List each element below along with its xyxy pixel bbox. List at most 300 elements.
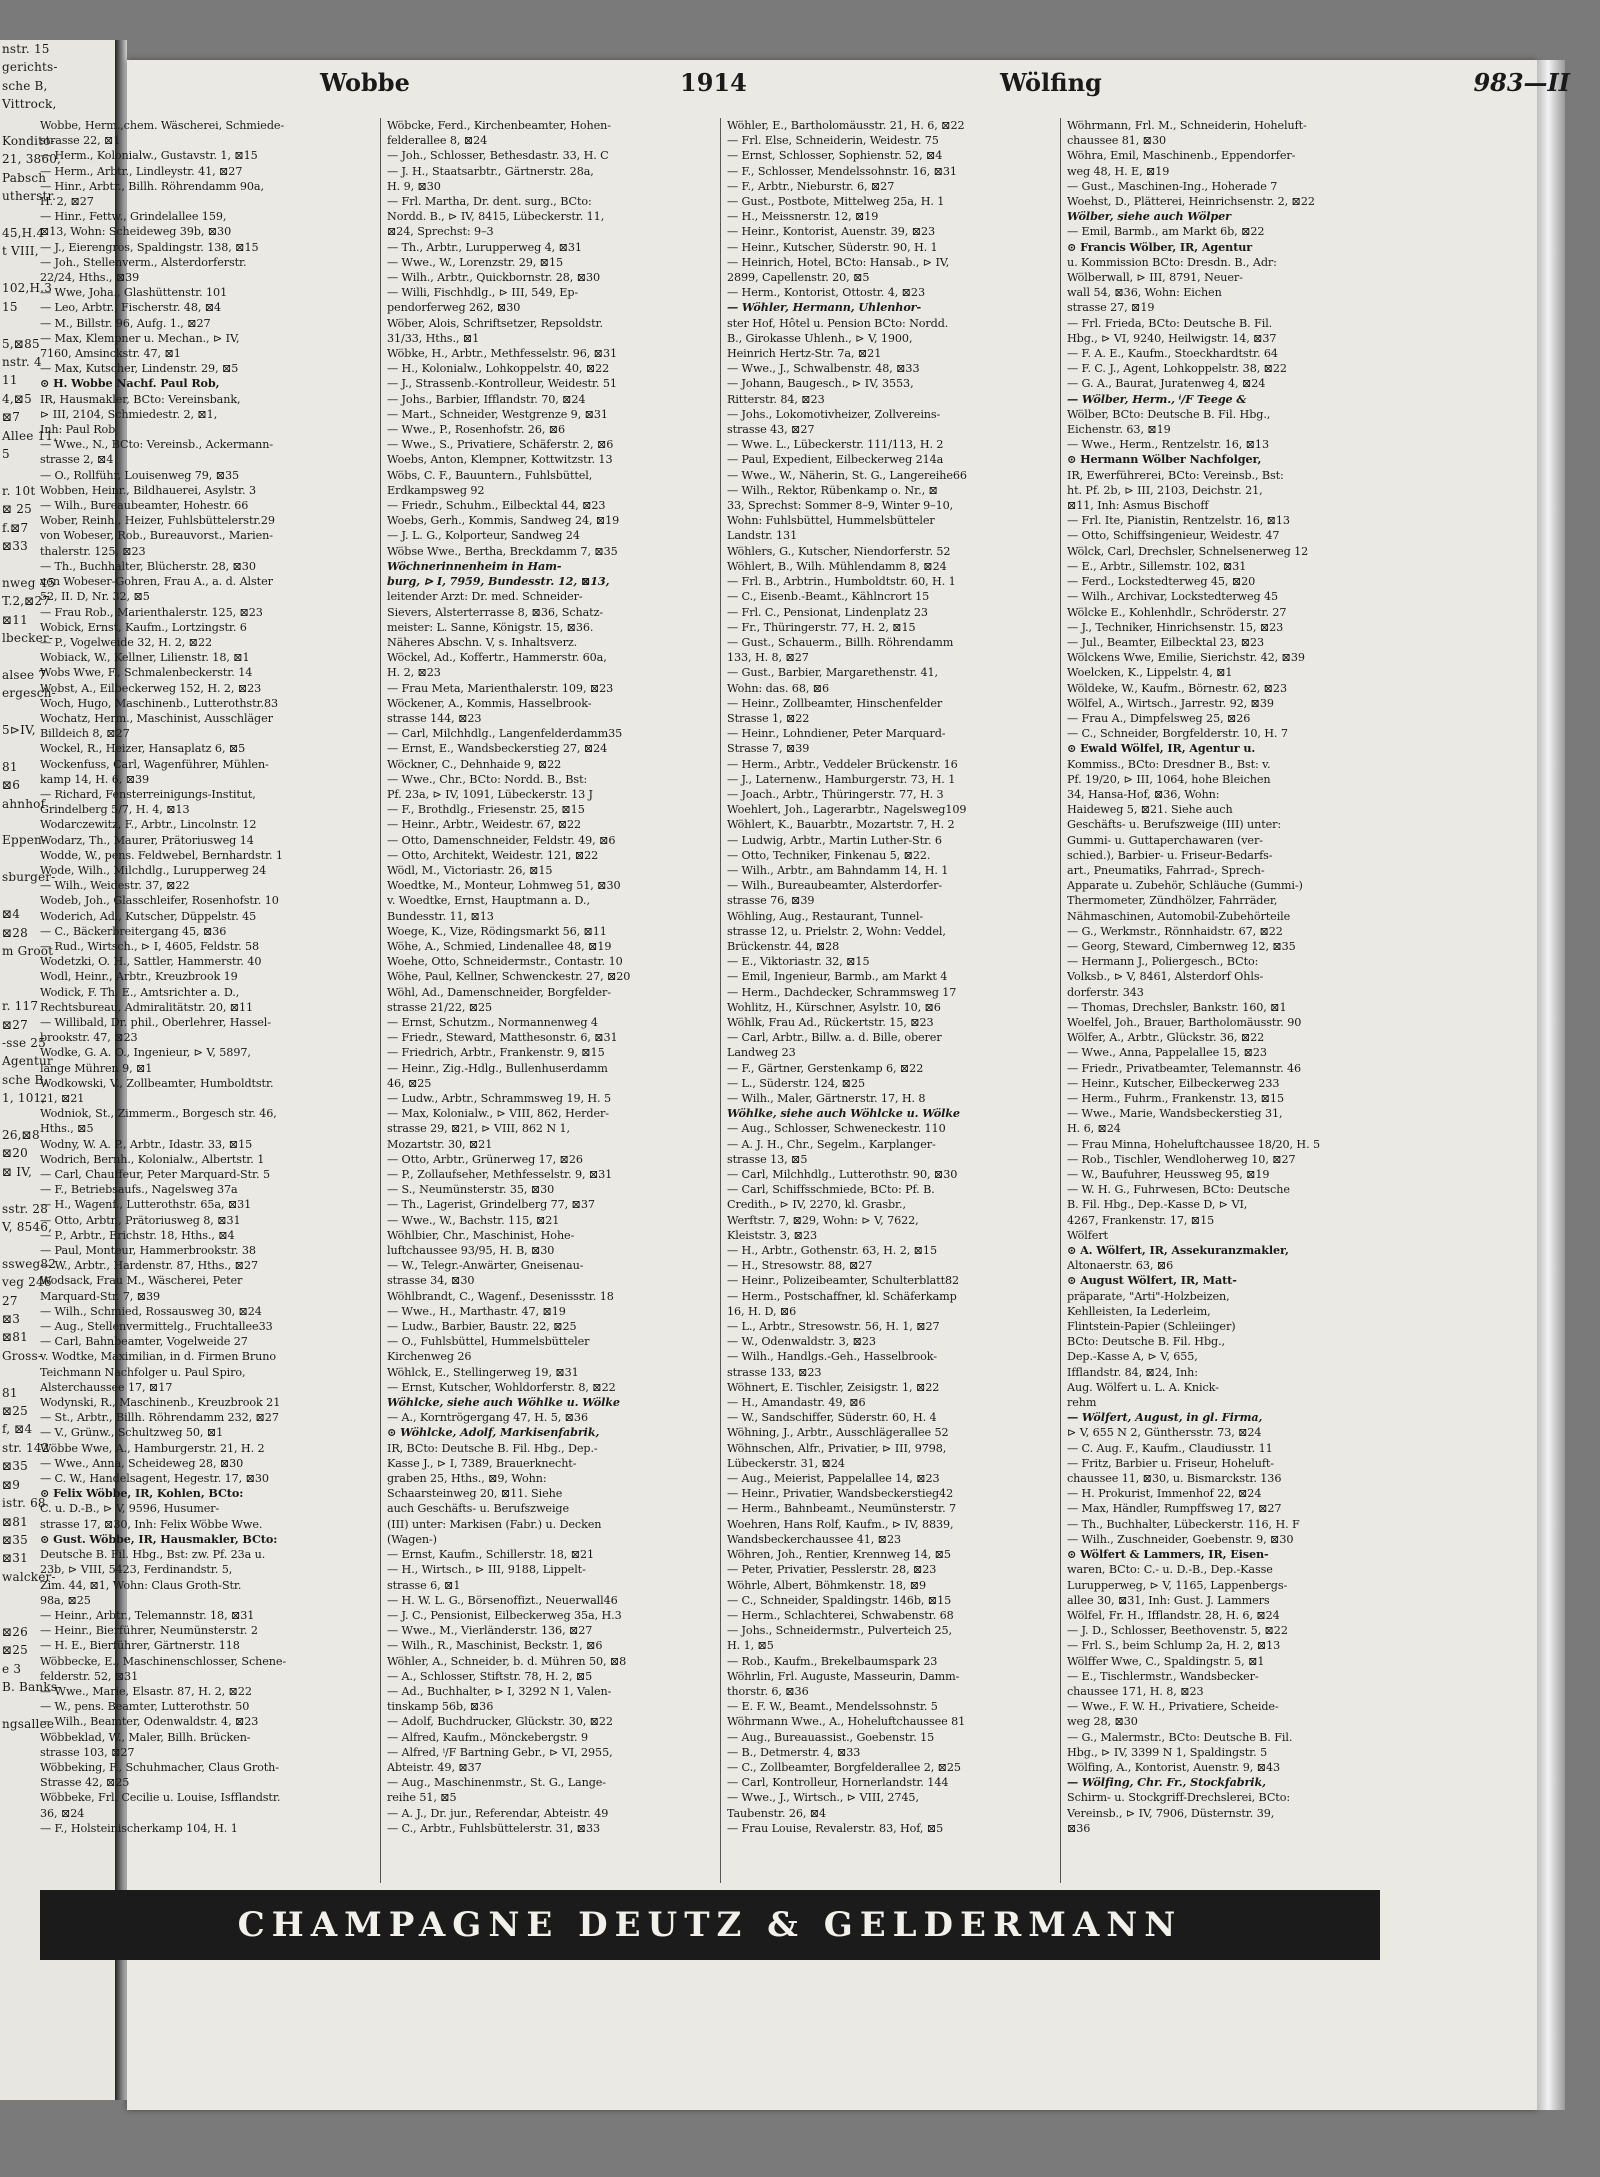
directory-entry: thalerstr. 125, ⊠23: [40, 544, 146, 558]
directory-entry: — Herm., Fuhrm., Frankenstr. 13, ⊠15: [1067, 1092, 1284, 1105]
directory-entry: — Wwe., J., Wirtsch., ⊳ VIII, 2745,: [727, 1791, 919, 1805]
directory-entry: — Frl. Ite, Pianistin, Rentzelstr. 16, ⊠13: [1067, 514, 1290, 528]
directory-entry: Wölber, siehe auch Wölper: [1067, 209, 1231, 224]
directory-entry: — Wöhler, Hermann, Uhlenhor-: [727, 300, 922, 315]
directory-entry: — Otto, Schiffsingenieur, Weidestr. 47: [1067, 529, 1280, 543]
directory-entry: — W., pens. Beamter, Lutterothstr. 50: [40, 1700, 250, 1714]
directory-entry: Wölffer Wwe, C., Spaldingstr. 5, ⊠1: [1067, 1654, 1265, 1668]
directory-entry: 133, H. 8, ⊠27: [727, 651, 809, 665]
directory-entry: — F., Holsteinischerkamp 104, H. 1: [40, 1821, 238, 1835]
directory-entry: Wödl, M., Victoriastr. 26, ⊠15: [387, 863, 553, 877]
directory-entry: leitender Arzt: Dr. med. Schneider-: [387, 590, 583, 604]
directory-entry: Wöhrmann Wwe., A., Hoheluftchaussee 81: [727, 1715, 966, 1729]
directory-entry: — Johs., Barbier, Ifflandstr. 70, ⊠24: [387, 392, 586, 406]
directory-entry: 22/24, Hths., ⊠39: [40, 271, 140, 285]
directory-entry: Wöhnert, E. Tischler, Zeisigstr. 1, ⊠22: [727, 1380, 940, 1394]
directory-entry: Vereinsb., ⊳ IV, 7906, Düsternstr. 39,: [1067, 1806, 1275, 1820]
directory-entry: Wöbbecke, E., Maschinenschlosser, Schene-: [40, 1654, 287, 1668]
directory-entry: Wohn: Fuhlsbüttel, Hummelsbütteler: [727, 514, 935, 528]
directory-entry: Wobick, Ernst, Kaufm., Lortzingstr. 6: [40, 620, 247, 634]
directory-entry: — Carl, Milchhdlg., Lutterothstr. 90, ⊠30: [727, 1168, 958, 1182]
directory-entry: — O., Fuhlsbüttel, Hummelsbütteler: [387, 1335, 590, 1349]
directory-entry: Wöckener, A., Kommis, Hasselbrook-: [387, 696, 592, 710]
directory-entry: ⊙ Francis Wölber, IR, Agentur: [1067, 239, 1253, 254]
directory-entry: — Wilh., Maler, Gärtnerstr. 17, H. 8: [727, 1092, 926, 1105]
directory-entry: Wöhnschen, Alfr., Privatier, ⊳ III, 9798,: [727, 1441, 947, 1455]
directory-entry: Wodke, G. A. O., Ingenieur, ⊳ V, 5897,: [40, 1046, 251, 1060]
directory-entry: — Herm., Postschaffner, kl. Schäferkamp: [727, 1289, 957, 1303]
directory-entry: — S., Neumünsterstr. 35, ⊠30: [387, 1183, 555, 1197]
directory-entry: — Ludw., Barbier, Baustr. 22, ⊠25: [387, 1320, 577, 1334]
directory-entry: — Herm., Arbtr., Lindleystr. 41, ⊠27: [40, 164, 243, 178]
directory-entry: — H., Arbtr., Gothenstr. 63, H. 2, ⊠15: [727, 1244, 937, 1258]
directory-entry: Haideweg 5, ⊠21. Siehe auch: [1067, 803, 1233, 817]
directory-entry: — Wilh., Bureaubeamter, Hohestr. 66: [40, 499, 249, 513]
directory-entry: Wölfert: [1067, 1228, 1108, 1242]
directory-entry: Wodniok, St., Zimmerm., Borgesch str. 46,: [40, 1107, 277, 1121]
directory-entry: — Max, Kutscher, Lindenstr. 29, ⊠5: [40, 362, 239, 376]
directory-entry: — J., Laternenw., Hamburgerstr. 73, H. 1: [727, 772, 956, 786]
directory-entry: — Wwe., Chr., BCto: Nordd. B., Bst:: [387, 772, 588, 786]
directory-entry: Inh: Paul Rob: [40, 423, 116, 437]
directory-entry: — Emil, Barmb., am Markt 6b, ⊠22: [1067, 225, 1265, 239]
directory-entry: Eichenstr. 63, ⊠19: [1067, 423, 1171, 437]
directory-entry: — Wölber, Herm., ⁱ/F Teege &: [1067, 391, 1247, 406]
directory-entry: Woedtke, M., Monteur, Lohmweg 51, ⊠30: [387, 879, 621, 893]
directory-entry: Wöhning, J., Arbtr., Ausschlägerallee 52: [727, 1426, 949, 1440]
directory-entry: Wöhler, E., Bartholomäusstr. 21, H. 6, ⊠22: [727, 119, 965, 132]
directory-entry: — Rud., Wirtsch., ⊳ I, 4605, Feldstr. 58: [40, 939, 260, 953]
directory-entry: ⊠13, Wohn: Scheideweg 39b, ⊠30: [40, 225, 232, 239]
directory-entry: — Max, Kolonialw., ⊳ VIII, 862, Herder-: [387, 1107, 609, 1121]
directory-entry: ⊙ Wöhlcke, Adolf, Markisenfabrik,: [387, 1425, 600, 1440]
directory-entry: — W., Baufuhrer, Heussweg 95, ⊠19: [1067, 1168, 1270, 1182]
directory-entry: — Herm., Bahnbeamt., Neumünsterstr. 7: [727, 1502, 956, 1516]
directory-entry: — Heinr., Arbtr., Weidestr. 67, ⊠22: [387, 818, 582, 832]
directory-entry: — O., Rollführ, Louisenweg 79, ⊠35: [40, 468, 240, 482]
left-page-text-fragment: B. Banks-: [2, 1680, 62, 1695]
left-page-text-fragment: ⊠27: [2, 1017, 28, 1032]
directory-entry: Wöber, Alois, Schriftsetzer, Repsoldstr.: [387, 316, 603, 330]
directory-entry: ht. Pf. 2b, ⊳ III, 2103, Deichstr. 21,: [1067, 483, 1263, 497]
directory-entry: — F. A. E., Kaufm., Stoeckhardtstr. 64: [1067, 347, 1278, 361]
directory-entry: — Th., Buchhalter, Blücherstr. 28, ⊠30: [40, 559, 256, 573]
directory-entry: — H. W. L. G., Börsenoffizt., Neuerwall46: [387, 1593, 618, 1607]
directory-entry: — Wilh., Schmied, Rossausweg 30, ⊠24: [40, 1304, 262, 1318]
directory-entry: Schirm- u. Stockgriff-Drechslerei, BCto:: [1067, 1791, 1291, 1805]
directory-entry: — Wwe., Herm., Rentzelstr. 16, ⊠13: [1067, 438, 1269, 452]
directory-entry: — P., Arbtr., Erichstr. 18, Hths., ⊠4: [40, 1228, 235, 1242]
directory-entry: Wöhling, Aug., Restaurant, Tunnel-: [727, 909, 924, 923]
column-3: [720, 118, 1057, 1883]
left-page-text-fragment: 81: [2, 1385, 18, 1400]
directory-entry: — Ernst, Kutscher, Wohldorferstr. 8, ⊠22: [387, 1380, 616, 1394]
directory-entry: — H., Kolonialw., Lohkoppelstr. 40, ⊠22: [387, 362, 610, 376]
directory-entry: ⊙ H. Wobbe Nachf. Paul Rob,: [40, 376, 220, 391]
directory-entry: Wöbs, C. F., Bauuntern., Fuhlsbüttel,: [387, 468, 593, 482]
directory-entry: — Richard, Fensterreinigungs-Institut,: [40, 787, 256, 801]
directory-entry: IR, BCto: Deutsche B. Fil. Hbg., Dep.-: [387, 1441, 598, 1455]
directory-entry: Wöbbe Wwe, A., Hamburgerstr. 21, H. 2: [40, 1441, 265, 1455]
directory-entry: — F. C. J., Agent, Lohkoppelstr. 38, ⊠22: [1067, 362, 1287, 376]
directory-entry: — Heinr., Bierführer, Neumünsterstr. 2: [40, 1624, 258, 1638]
directory-entry: — C., Bäckerbreitergang 45, ⊠36: [40, 924, 227, 938]
directory-entry: — Wwe., W., Näherin, St. G., Langereihe66: [727, 468, 967, 482]
directory-entry: (III) unter: Markisen (Fabr.) u. Decken: [387, 1517, 602, 1531]
directory-entry: — Heinr., Privatier, Wandsbeckerstieg42: [727, 1487, 954, 1501]
directory-entry: Wockenfuss, Carl, Wagenführer, Mühlen-: [40, 757, 269, 771]
column-2: [380, 118, 717, 1883]
directory-entry: 31/33, Hths., ⊠1: [387, 331, 480, 345]
directory-entry: allee 30, ⊠31, Inh: Gust. J. Lammers: [1067, 1593, 1270, 1607]
directory-entry: Wandsbeckerchaussee 41, ⊠23: [727, 1532, 901, 1546]
directory-entry: — Gust., Barbier, Margarethenstr. 41,: [727, 666, 938, 680]
directory-entry: — Frl. S., beim Schlump 2a, H. 2, ⊠13: [1067, 1639, 1281, 1653]
left-page-text-fragment: 1, 101,: [2, 1091, 46, 1106]
directory-entry: thorstr. 6, ⊠36: [727, 1684, 809, 1698]
directory-entry: lange Mühren 9, ⊠1: [40, 1061, 153, 1075]
directory-entry: — W., Telegr.-Anwärter, Gneisenau-: [387, 1259, 584, 1273]
directory-entry: — Ludwig, Arbtr., Martin Luther-Str. 6: [727, 833, 942, 847]
directory-entry: Wode, Wilh., Milchdlg., Lurupperweg 24: [40, 863, 267, 877]
page-header: [40, 68, 1570, 102]
directory-entry: ⊠36: [1067, 1821, 1091, 1835]
directory-entry: — A., Schlosser, Stiftstr. 78, H. 2, ⊠5: [387, 1669, 593, 1683]
directory-entry: — Wwe., P., Rosenhofstr. 26, ⊠6: [387, 423, 566, 437]
directory-entry: — Ferd., Lockstedterweg 45, ⊠20: [1067, 575, 1256, 589]
directory-entry: — Max, Händler, Rumpffsweg 17, ⊠27: [1067, 1502, 1282, 1516]
directory-entry: H. 2, ⊠27: [40, 195, 94, 209]
directory-entry: — Wwe. L., Lübeckerstr. 111/113, H. 2: [727, 438, 944, 452]
directory-entry: — Wölfing, Chr. Fr., Stockfabrik,: [1067, 1775, 1266, 1790]
directory-entry: Wodsack, Frau M., Wäscherei, Peter: [40, 1274, 243, 1288]
left-page-text-fragment: Agentur: [2, 1054, 53, 1069]
directory-entry: — A. J., Dr. jur., Referendar, Abteistr. 49: [387, 1806, 609, 1820]
directory-entry: — Heinr., Kontorist, Auenstr. 39, ⊠23: [727, 225, 936, 239]
directory-entry: strasse 13, ⊠5: [727, 1152, 808, 1166]
directory-entry: — V., Grünw., Schultzweg 50, ⊠1: [40, 1426, 224, 1440]
directory-entry: 16, H. D, ⊠6: [727, 1304, 797, 1318]
directory-entry: H. 1, ⊠5: [727, 1639, 774, 1653]
directory-entry: Näheres Abschn. V, s. Inhaltsverz.: [387, 635, 578, 649]
left-page-text-fragment: m Groot: [2, 943, 54, 958]
directory-entry: art., Pneumatiks, Fahrrad-, Sprech-: [1067, 863, 1265, 877]
directory-entry: von Wobeser, Rob., Bureauvorst., Marien-: [40, 529, 273, 543]
directory-entry: strasse 22, ⊠1: [40, 134, 121, 148]
directory-entry: Kehlleisten, Ia Lederleim,: [1067, 1304, 1211, 1318]
directory-entry: — Gust., Maschinen-Ing., Hoherade 7: [1067, 179, 1278, 193]
directory-entry: — Hinr., Fettw., Grindelallee 159,: [40, 210, 227, 224]
directory-entry: Rechtsbureau, Admiralitätstr. 20, ⊠11: [40, 1000, 254, 1014]
left-page-text-fragment: Pabsch: [2, 170, 47, 185]
left-page-text-fragment: Allee 11,: [2, 428, 58, 443]
directory-entry: ⊙ August Wölfert, IR, Matt-: [1067, 1273, 1237, 1288]
directory-entry: — Wilh., Beamter, Odenwaldstr. 4, ⊠23: [40, 1715, 259, 1729]
directory-entry: H. 9, ⊠30: [387, 179, 441, 193]
directory-entry: Wöhl, Ad., Damenschneider, Borgfelder-: [387, 985, 611, 999]
directory-entry: Lübeckerstr. 31, ⊠24: [727, 1456, 845, 1470]
directory-entry: Wöckel, Ad., Koffertr., Hammerstr. 60a,: [387, 651, 607, 665]
directory-entry: Gummi- u. Guttaperchawaren (ver-: [1067, 833, 1263, 847]
directory-entry: Apparate u. Zubehör, Schläuche (Gummi-): [1067, 879, 1303, 893]
directory-entry: Strasse 1, ⊠22: [727, 711, 810, 725]
directory-entry: — Carl, Milchhdlg., Langenfelderdamm35: [387, 727, 623, 741]
directory-entry: Wölfing, A., Kontorist, Auenstr. 9, ⊠43: [1067, 1760, 1281, 1774]
directory-entry: dorferstr. 343: [1067, 985, 1144, 999]
directory-entry: Wöhren, Joh., Rentier, Krennweg 14, ⊠5: [727, 1548, 951, 1562]
left-page-text-fragment: V, 8546,: [2, 1220, 53, 1234]
header-year: 1914: [680, 68, 747, 97]
directory-entry: — F., Betriebsaufs., Nagelsweg 37a: [40, 1183, 238, 1197]
directory-entry: Wodkowski, V., Zollbeamter, Humboldtstr.: [40, 1076, 274, 1090]
directory-entry: Wobst, A., Eilbeckerweg 152, H. 2, ⊠23: [40, 681, 262, 695]
left-page-text-fragment: ⊠7: [2, 410, 21, 425]
left-page-text-fragment: f, ⊠4: [2, 1422, 33, 1437]
directory-entry: — Wwe., Anna, Pappelallee 15, ⊠23: [1067, 1046, 1267, 1060]
left-page-text-fragment: ⊠11: [2, 612, 28, 627]
directory-entry: — Wwe., F. W. H., Privatiere, Scheide-: [1067, 1700, 1279, 1714]
directory-entry: Wodl, Heinr., Arbtr., Kreuzbrook 19: [40, 970, 238, 984]
directory-entry: ster Hof, Hôtel u. Pension BCto: Nordd.: [727, 316, 949, 330]
directory-entry: — Herm., Kolonialw., Gustavstr. 1, ⊠15: [40, 149, 258, 163]
directory-entry: Woehren, Hans Rolf, Kaufm., ⊳ IV, 8839,: [727, 1517, 954, 1531]
directory-entry: strasse 12, u. Prielstr. 2, Wohn: Veddel,: [727, 924, 946, 938]
directory-entry: — Mart., Schneider, Westgrenze 9, ⊠31: [387, 407, 608, 421]
directory-entry: Wohn: das. 68, ⊠6: [727, 681, 830, 695]
directory-entry: — Frau Meta, Marienthalerstr. 109, ⊠23: [387, 681, 614, 695]
left-page-text-fragment: t VIII,: [2, 244, 39, 259]
directory-entry: schied.), Barbier- u. Friseur-Bedarfs-: [1067, 848, 1273, 862]
left-page-text-fragment: lbecker-: [2, 631, 54, 645]
directory-entry: — Wilh., Zuschneider, Goebenstr. 9, ⊠30: [1067, 1532, 1294, 1546]
directory-entry: — Joh., Schlosser, Bethesdastr. 33, H. C: [387, 149, 609, 163]
directory-entry: strasse 29, ⊠21, ⊳ VIII, 862 N 1,: [387, 1122, 570, 1136]
directory-entry: — E. F. W., Beamt., Mendelssohnstr. 5: [727, 1700, 938, 1714]
directory-entry: Schaarsteinweg 20, ⊠11. Siehe: [387, 1487, 563, 1501]
directory-entry: ⊙ Felix Wöbbe, IR, Kohlen, BCto:: [40, 1486, 244, 1501]
directory-entry: — Willibald, Dr. phil., Oberlehrer, Hassel-: [40, 1015, 271, 1029]
directory-entry: Marquard-Str. 7, ⊠39: [40, 1289, 161, 1303]
directory-entry: Woehst, D., Plätterei, Heinrichsenstr. 2, ⊠22: [1067, 195, 1315, 209]
directory-entry: — G., Malermstr., BCto: Deutsche B. Fil.: [1067, 1730, 1293, 1744]
directory-entry: — Wwe, Joha., Glashüttenstr. 101: [40, 286, 228, 300]
directory-entry: — Heinr., Polizeibeamter, Schulterblatt82: [727, 1274, 960, 1288]
left-page-text-fragment: Vittrock,: [2, 97, 57, 112]
directory-entry: Lurupperweg, ⊳ V, 1165, Lappenbergs-: [1067, 1578, 1288, 1592]
directory-entry: Wöbbeklad, W., Maler, Billh. Brücken-: [40, 1730, 251, 1744]
directory-entry: Pf. 19/20, ⊳ III, 1064, hohe Bleichen: [1067, 772, 1271, 786]
directory-entry: luftchaussee 93/95, H. B, ⊠30: [387, 1244, 555, 1258]
directory-entry: — J. H., Staatsarbtr., Gärtnerstr. 28a,: [387, 164, 594, 178]
left-page-text-fragment: sche B,: [2, 78, 48, 93]
left-page-text-fragment: ⊠28: [2, 925, 28, 940]
directory-entry: Werftstr. 7, ⊠29, Wohn: ⊳ V, 7622,: [727, 1213, 919, 1227]
directory-entry: — Aug., Stellenvermittelg., Fruchtallee33: [40, 1320, 273, 1334]
page-number: 983—II: [1473, 68, 1570, 97]
directory-entry: Wobbe, Herm.,chem. Wäscherei, Schmiede-: [40, 119, 285, 132]
directory-entry: Wöhlck, E., Stellingerweg 19, ⊠31: [387, 1365, 579, 1379]
directory-entry: — Wwe., M., Vierländerstr. 136, ⊠27: [387, 1624, 593, 1638]
directory-entry: Heinrich Hertz-Str. 7a, ⊠21: [727, 347, 882, 361]
directory-entry: — Heinr., Zollbeamter, Hinschenfelder: [727, 696, 943, 710]
directory-entry: — Gust., Postbote, Mittelweg 25a, H. 1: [727, 195, 945, 209]
directory-entry: 2899, Capellenstr. 20, ⊠5: [727, 271, 870, 285]
directory-entry: — Frl. B., Arbtrin., Humboldtstr. 60, H. 1: [727, 575, 956, 589]
directory-entry: — Aug., Maschinenmstr., St. G., Lange-: [387, 1776, 606, 1790]
directory-entry: — Carl, Kontrolleur, Hornerlandstr. 144: [727, 1776, 949, 1790]
directory-entry: — Leo, Arbtr., Fischerstr. 48, ⊠4: [40, 301, 222, 315]
directory-entry: strasse 17, ⊠30, Inh: Felix Wöbbe Wwe.: [40, 1517, 263, 1531]
directory-entry: Strasse 42, ⊠25: [40, 1776, 130, 1790]
directory-entry: Thermometer, Zündhölzer, Fahrräder,: [1067, 894, 1278, 908]
directory-entry: Wöbbeking, F., Schuhmacher, Claus Groth-: [40, 1760, 279, 1774]
left-page-text-fragment: 21, 3860,: [2, 152, 62, 167]
directory-entry: graben 25, Hths., ⊠9, Wohn:: [387, 1472, 547, 1486]
directory-entry: 34, Hansa-Hof, ⊠36, Wohn:: [1067, 787, 1220, 801]
directory-entry: — Wwe., Marie, Elsastr. 87, H. 2, ⊠22: [40, 1684, 252, 1698]
directory-entry: v. Woedtke, Ernst, Hauptmann a. D.,: [387, 894, 590, 908]
directory-entry: — Hinr., Arbtr., Billh. Röhrendamm 90a,: [40, 179, 264, 193]
directory-entry: strasse 43, ⊠27: [727, 423, 815, 437]
directory-entry: — Otto, Arbtr., Grünerweg 17, ⊠26: [387, 1152, 583, 1166]
directory-entry: Wöhlert, B., Wilh. Mühlendamm 8, ⊠24: [727, 559, 947, 573]
directory-entry: Wölfel, Fr. H., Ifflandstr. 28, H. 6, ⊠24: [1067, 1608, 1280, 1622]
directory-entry: — Frau Minna, Hoheluftchaussee 18/20, H. 5: [1067, 1137, 1321, 1151]
directory-entry: Wöbcke, Ferd., Kirchenbeamter, Hohen-: [387, 119, 611, 132]
directory-entry: Wochatz, Herm., Maschinist, Ausschläger: [40, 711, 273, 725]
directory-entry: Wöhrmann, Frl. M., Schneiderin, Hoheluft-: [1067, 119, 1307, 132]
directory-entry: Wodarczewitz, F., Arbtr., Lincolnstr. 12: [40, 818, 257, 832]
directory-entry: Strasse 7, ⊠39: [727, 742, 810, 756]
directory-entry: Wöhlert, K., Bauarbtr., Mozartstr. 7, H. 2: [727, 818, 955, 832]
directory-entry: Wöhe, Paul, Kellner, Schwenckestr. 27, ⊠20: [387, 970, 631, 984]
directory-entry: IR, Hausmakler, BCto: Vereinsbank,: [40, 392, 241, 406]
directory-entry: — Frau A., Dimpfelsweg 25, ⊠26: [1067, 711, 1251, 725]
directory-entry: Altonaerstr. 63, ⊠6: [1067, 1259, 1174, 1273]
left-page-text-fragment: 4,⊠5: [2, 391, 32, 406]
directory-entry: — Wwe., J., Schwalbenstr. 48, ⊠33: [727, 362, 920, 376]
directory-entry: — W., Odenwaldstr. 3, ⊠23: [727, 1335, 876, 1349]
directory-entry: 7160, Amsinckstr. 47, ⊠1: [40, 347, 181, 361]
directory-entry: — B., Detmerstr. 4, ⊠33: [727, 1745, 861, 1759]
directory-entry: — Wilh., Handlgs.-Geh., Hasselbrook-: [727, 1350, 937, 1364]
directory-entry: Wodny, W. A. P., Arbtr., Idastr. 33, ⊠15: [40, 1137, 253, 1151]
directory-entry: — Wwe., H., Marthastr. 47, ⊠19: [387, 1304, 566, 1318]
directory-entry: Kommiss., BCto: Dresdner B., Bst: v.: [1067, 757, 1271, 771]
column-4: [1060, 118, 1397, 1883]
column-1: [40, 118, 370, 1883]
directory-entry: reihe 51, ⊠5: [387, 1791, 457, 1805]
directory-entry: chaussee 81, ⊠30: [1067, 134, 1166, 148]
left-page-text-fragment: istr. 68: [2, 1496, 46, 1511]
directory-entry: weg 48, H. E, ⊠19: [1067, 164, 1170, 178]
directory-entry: — Heinr., Arbtr., Telemannstr. 18, ⊠31: [40, 1608, 255, 1622]
directory-entry: Kasse J., ⊳ I, 7389, Brauerknecht-: [387, 1456, 577, 1470]
directory-entry: strasse 144, ⊠23: [387, 711, 482, 725]
directory-entry: — Fr., Thüringerstr. 77, H. 2, ⊠15: [727, 620, 916, 634]
directory-entry: — W., Sandschiffer, Süderstr. 60, H. 4: [727, 1411, 937, 1425]
directory-entry: Dep.-Kasse A, ⊳ V, 655,: [1067, 1350, 1198, 1364]
directory-entry: Wöhlers, G., Kutscher, Niendorferstr. 52: [727, 544, 951, 558]
directory-entry: Ifflandstr. 84, ⊠24, Inh:: [1067, 1365, 1198, 1379]
left-page-text-fragment: e 3: [2, 1661, 22, 1676]
directory-entry: Erdkampsweg 92: [387, 483, 485, 497]
directory-entry: — F., Schlosser, Mendelssohnstr. 16, ⊠31: [727, 164, 957, 178]
directory-entry: — Heinr., Kutscher, Eilbeckerweg 233: [1067, 1076, 1280, 1090]
left-page-text-fragment: 15: [2, 299, 18, 314]
directory-entry: — C. Aug. F., Kaufm., Claudiusstr. 11: [1067, 1441, 1273, 1455]
directory-entry: Landstr. 131: [727, 529, 798, 543]
left-page-text-fragment: ⊠35: [2, 1459, 28, 1474]
directory-entry: — Joach., Arbtr., Thüringerstr. 77, H. 3: [727, 787, 944, 801]
directory-entry: — Friedrich, Arbtr., Frankenstr. 9, ⊠15: [387, 1046, 605, 1060]
directory-entry: Brückenstr. 44, ⊠28: [727, 939, 840, 953]
directory-entry: Hths., ⊠5: [40, 1122, 94, 1136]
directory-entry: — Ludw., Arbtr., Schrammsweg 19, H. 5: [387, 1092, 611, 1105]
directory-entry: Wohlitz, H., Kürschner, Asylstr. 10, ⊠6: [727, 1000, 941, 1014]
left-page-text-fragment: ⊠4: [2, 907, 21, 922]
directory-entry: strasse 34, ⊠30: [387, 1274, 475, 1288]
directory-entry: burg, ⊳ I, 7959, Bundesstr. 12, ⊠13,: [387, 574, 610, 589]
directory-entry: Pf. 23a, ⊳ IV, 1091, Lübeckerstr. 13 J: [387, 787, 593, 801]
directory-entry: — Alfred, ⁱ/F Bartning Gebr., ⊳ VI, 2955,: [387, 1745, 613, 1759]
directory-entry: — Emil, Ingenieur, Barmb., am Markt 4: [727, 970, 948, 984]
directory-entry: weg 28, ⊠30: [1067, 1715, 1138, 1729]
directory-entry: Nähmaschinen, Automobil-Zubehörteile: [1067, 909, 1291, 923]
directory-entry: — Johann, Baugesch., ⊳ IV, 3553,: [727, 377, 914, 391]
left-page-text-fragment: Gross-: [2, 1348, 43, 1363]
directory-entry: — Heinr., Lohndiener, Peter Marquard-: [727, 727, 946, 741]
directory-entry: — H., Wirtsch., ⊳ III, 9188, Lippelt-: [387, 1563, 586, 1577]
directory-entry: Wöhrle, Albert, Böhmkenstr. 18, ⊠9: [727, 1578, 927, 1592]
directory-entry: strasse 76, ⊠39: [727, 894, 815, 908]
directory-entry: — Th., Buchhalter, Lübeckerstr. 116, H. F: [1067, 1517, 1300, 1531]
directory-entry: Wodarz, Th., Maurer, Prätoriusweg 14: [40, 833, 254, 847]
directory-entry: (Wagen-): [387, 1532, 437, 1546]
directory-entry: Sievers, Alsterterrasse 8, ⊠36, Schatz-: [387, 605, 604, 619]
directory-entry: Wöbke, H., Arbtr., Methfesselstr. 96, ⊠31: [387, 347, 617, 361]
directory-entry: Alsterchaussee 17, ⊠17: [40, 1380, 173, 1394]
left-page-text-fragment: 5: [2, 446, 10, 461]
left-page-text-fragment: ⊠25: [2, 1643, 28, 1658]
directory-entry: — Ernst, Kaufm., Schillerstr. 18, ⊠21: [387, 1548, 595, 1562]
left-page-text-fragment: veg 246: [2, 1275, 52, 1290]
directory-entry: Volksb., ⊳ V, 8461, Alsterdorf Ohls-: [1067, 970, 1264, 984]
directory-entry: Wobs Wwe, F., Schmalenbeckerstr. 14: [40, 666, 253, 680]
directory-entry: — Jul., Beamter, Eilbecktal 23, ⊠23: [1067, 635, 1265, 649]
directory-entry: 23b, ⊳ VIII, 5423, Ferdinandstr. 5,: [40, 1563, 233, 1577]
directory-entry: — Wilh., Archivar, Lockstedterweg 45: [1067, 590, 1279, 604]
left-page-text-fragment: ⊠ 25: [2, 502, 32, 517]
directory-entry: — Joh., Stellenverm., Alsterdorferstr.: [40, 255, 247, 269]
left-page-text-fragment: r. 10t: [2, 483, 36, 498]
directory-entry: strasse 103, ⊠27: [40, 1745, 135, 1759]
directory-entry: — F., Arbtr., Nieburstr. 6, ⊠27: [727, 179, 895, 193]
directory-entry: Wockel, R., Heizer, Hansaplatz 6, ⊠5: [40, 742, 246, 756]
directory-entry: ⊳ III, 2104, Schmiedestr. 2, ⊠1,: [40, 407, 218, 421]
directory-entry: — Herm., Dachdecker, Schrammsweg 17: [727, 985, 957, 999]
directory-entry: chaussee 171, H. 8, ⊠23: [1067, 1684, 1204, 1698]
directory-entry: auch Geschäfts- u. Berufszweige: [387, 1502, 570, 1516]
directory-entry: Kirchenweg 26: [387, 1350, 472, 1364]
directory-entry: — Johs., Schneidermstr., Pulverteich 25,: [727, 1624, 952, 1638]
directory-columns: [40, 118, 1400, 1883]
directory-entry: tinskamp 56b, ⊠36: [387, 1700, 494, 1714]
directory-entry: waren, BCto: C.- u. D.-B., Dep.-Kasse: [1067, 1563, 1273, 1577]
directory-entry: Wölber, BCto: Deutsche B. Fil. Hbg.,: [1067, 407, 1271, 421]
directory-entry: — Thomas, Drechsler, Bankstr. 160, ⊠1: [1067, 1000, 1287, 1014]
directory-entry: Wöhe, A., Schmied, Lindenallee 48, ⊠19: [387, 939, 612, 953]
